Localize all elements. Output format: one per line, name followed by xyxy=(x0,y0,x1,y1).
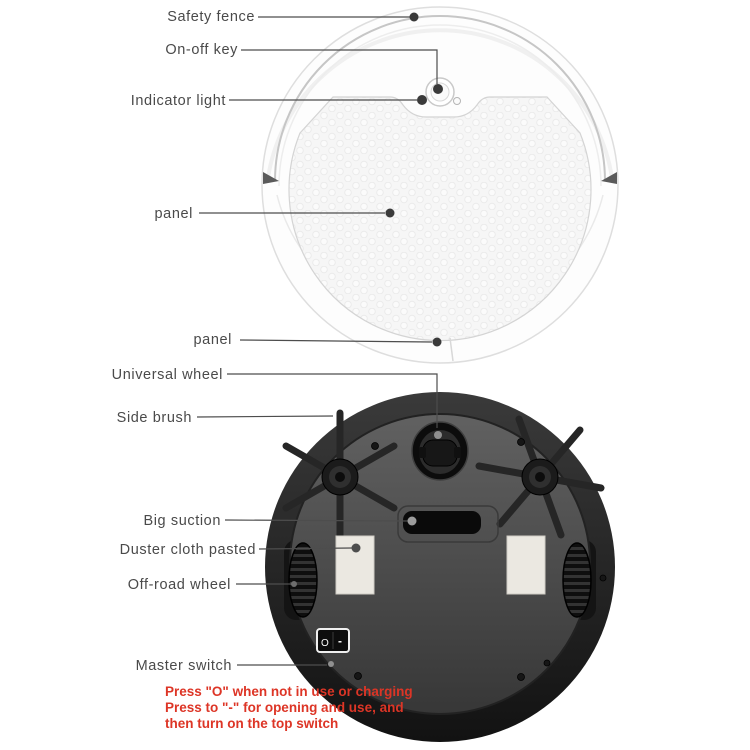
label-master-switch: Master switch xyxy=(135,658,232,674)
master-switch-on-marking: - xyxy=(338,634,342,648)
usage-note-line-1: Press "O" when not in use or charging xyxy=(165,684,413,699)
label-indicator-light: Indicator light xyxy=(130,93,226,109)
label-big-suction: Big suction xyxy=(143,513,221,529)
universal-wheel xyxy=(412,422,468,480)
label-panel-side: panel xyxy=(193,332,232,348)
duster-cloth-right xyxy=(507,536,545,594)
usage-note-line-3: then turn on the top switch xyxy=(165,716,339,731)
usage-note xyxy=(165,684,425,732)
label-off-road-wheel: Off-road wheel xyxy=(127,577,231,593)
usage-note-line-2: Press to "-" for opening and use, and xyxy=(165,700,404,715)
off-road-wheel-left xyxy=(289,543,317,617)
side-brush-left-hub xyxy=(322,459,358,495)
label-side-brush: Side brush xyxy=(116,410,192,426)
side-brush-right-hub xyxy=(522,459,558,495)
off-road-wheel-right xyxy=(563,543,591,617)
top-view xyxy=(262,7,618,363)
label-panel-top: panel xyxy=(154,206,193,222)
label-duster-cloth: Duster cloth pasted xyxy=(119,542,256,558)
master-switch-off-marking: O xyxy=(321,638,329,649)
indicator-light xyxy=(454,98,461,105)
label-on-off-key: On-off key xyxy=(165,42,238,58)
label-safety-fence: Safety fence xyxy=(167,9,255,25)
line-side-brush xyxy=(197,416,333,417)
master-switch xyxy=(317,629,349,652)
label-universal-wheel: Universal wheel xyxy=(111,367,223,383)
